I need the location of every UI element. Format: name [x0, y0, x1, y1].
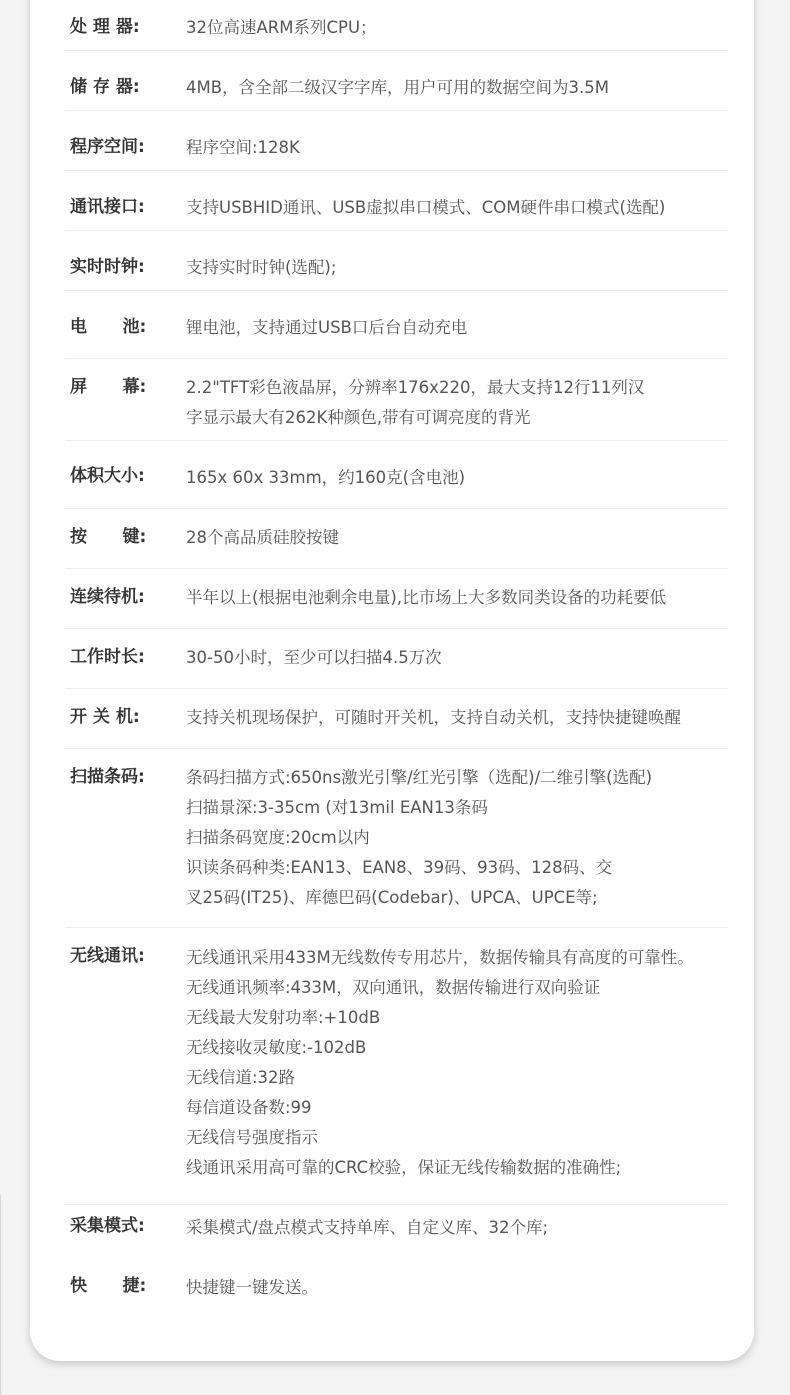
- spec-value: 165x 60x 33mm，约160克(含电池): [186, 468, 466, 487]
- spec-row-standby: [65, 569, 728, 629]
- spec-row-power: [65, 689, 728, 749]
- spec-value: 4MB，含全部二级汉字字库，用户可用的数据空间为3.5M: [186, 78, 610, 97]
- spec-label: 工作时长:: [70, 647, 145, 667]
- left-edge-line: [0, 1195, 1, 1395]
- spec-value: 无线接收灵敏度:-102dB: [186, 1038, 367, 1057]
- spec-label: 无线通讯:: [70, 946, 145, 966]
- spec-label: 储 存 器:: [70, 77, 140, 97]
- spec-value: 2.2"TFT彩色液晶屏，分辨率176x220，最大支持12行11列汉: [186, 378, 645, 397]
- spec-value: 快捷键一键发送。: [186, 1278, 318, 1297]
- spec-row-cpu: [65, 0, 728, 51]
- spec-value: 支持实时时钟(选配);: [186, 258, 337, 277]
- spec-row-dimensions: [65, 441, 728, 509]
- spec-value: 锂电池，支持通过USB口后台自动充电: [186, 318, 468, 337]
- spec-value: 28个高品质硅胶按键: [186, 528, 339, 547]
- spec-value: 字显示最大有262K种颜色,带有可调亮度的背光: [186, 408, 531, 427]
- spec-label: 程序空间:: [70, 137, 145, 157]
- spec-value: 无线通讯频率:433M，双向通讯，数据传输进行双向验证: [186, 978, 601, 997]
- spec-label: 按 键:: [70, 527, 147, 547]
- spec-row-memory: [65, 51, 728, 111]
- spec-value: 半年以上(根据电池剩余电量),比市场上大多数同类设备的功耗要低: [186, 588, 667, 607]
- spec-value: 无线最大发射功率:+10dB: [186, 1008, 381, 1027]
- spec-label: 开 关 机:: [70, 707, 140, 727]
- spec-value: 无线信道:32路: [186, 1068, 296, 1087]
- spec-label: 扫描条码:: [70, 767, 145, 787]
- spec-label: 采集模式:: [70, 1216, 145, 1236]
- spec-label: 体积大小:: [70, 466, 145, 486]
- spec-label: 电 池:: [70, 317, 147, 337]
- spec-value: 32位高速ARM系列CPU；: [186, 18, 377, 37]
- spec-row-program-space: [65, 111, 728, 171]
- spec-row-battery: [65, 291, 728, 359]
- spec-value: 扫描景深:3-35cm (对13mil EAN13条码: [186, 798, 488, 817]
- spec-row-collect-mode: [65, 1205, 728, 1264]
- spec-value: 线通讯采用高可靠的CRC校验，保证无线传输数据的准确性;: [186, 1158, 622, 1177]
- spec-row-clock: [65, 231, 728, 291]
- spec-label: 实时时钟:: [70, 257, 145, 277]
- spec-row-wireless: [65, 928, 728, 1205]
- spec-value: 采集模式/盘点模式支持单库、自定义库、32个库;: [186, 1218, 549, 1237]
- spec-label: 通讯接口:: [70, 197, 145, 217]
- spec-value: 无线通讯采用433M无线数传专用芯片，数据传输具有高度的可靠性。: [186, 948, 694, 967]
- spec-label: 连续待机:: [70, 587, 145, 607]
- spec-row-interface: [65, 171, 728, 231]
- spec-row-screen: [65, 359, 728, 441]
- spec-value: 无线信号强度指示: [186, 1128, 318, 1147]
- spec-value: 支持USBHID通讯、USB虚拟串口模式、COM硬件串口模式(选配): [186, 198, 666, 217]
- spec-value: 扫描条码宽度:20cm以内: [186, 828, 370, 847]
- spec-row-keys: [65, 509, 728, 569]
- spec-label: 屏 幕:: [70, 377, 147, 397]
- spec-row-shortcut: [65, 1265, 728, 1324]
- spec-value: 支持关机现场保护，可随时开关机，支持自动关机，支持快捷键唤醒: [186, 708, 681, 727]
- spec-label: 快 捷:: [70, 1276, 147, 1296]
- spec-value: 30-50小时，至少可以扫描4.5万次: [186, 648, 442, 667]
- spec-row-work-time: [65, 629, 728, 689]
- spec-row-barcode-scan: [65, 749, 728, 928]
- spec-value: 识读条码种类:EAN13、EAN8、39码、93码、128码、交: [186, 858, 613, 877]
- spec-value: 条码扫描方式:650ns激光引擎/红光引擎（选配)/二维引擎(选配): [186, 768, 653, 787]
- spec-value: 每信道设备数:99: [186, 1098, 312, 1117]
- spec-label: 处 理 器:: [70, 17, 140, 37]
- spec-value: 叉25码(IT25)、库德巴码(Codebar)、UPCA、UPCE等;: [186, 888, 598, 907]
- spec-value: 程序空间:128K: [186, 138, 300, 157]
